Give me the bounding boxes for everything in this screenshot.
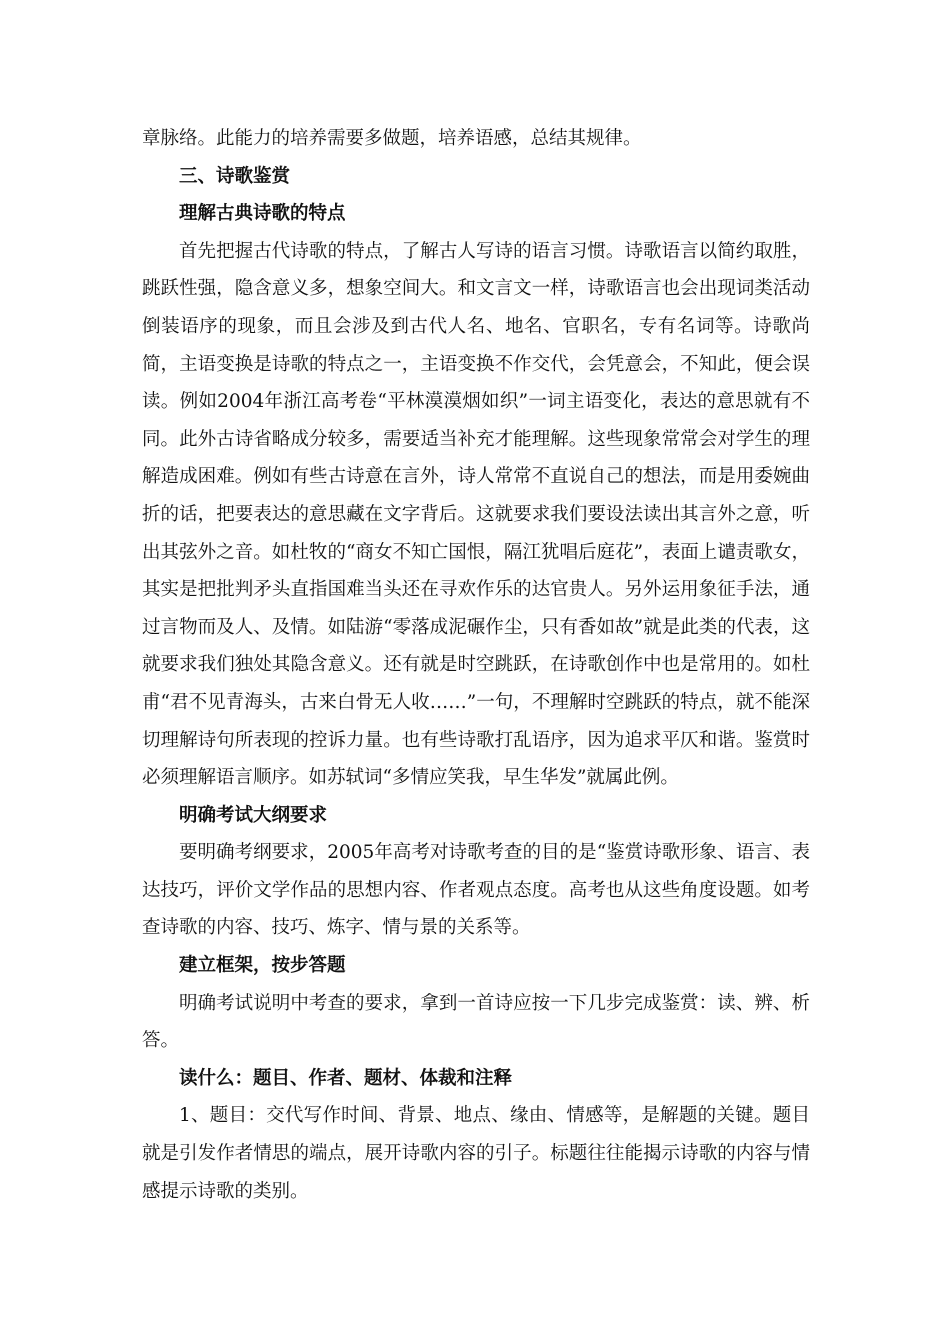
document-body <box>142 120 810 1210</box>
paragraph-poetry-features: 首先把握古代诗歌的特点，了解古人写诗的语言习惯。诗歌语言以简约取胜，跳跃性强，隐含意义多，想象空间大。和文言文一样，诗歌语言也会出现词类活动倒装语序的现象，而且会涉及到古代人名、地名、官职名，专有名词等。诗歌尚简，主语变换是诗歌的特点之一，主语变换不作交代，会凭意会，不知此，便会误读。例如2004年浙江高考卷“平林漠漠烟如织”一词主语变化，表达的意思就有不同。此外古诗省略成分较多，需要适当补充才能理解。这些现象常常会对学生的理解造成困难。例如有些古诗意在言外，诗人常常不直说自己的想法，而是用委婉曲折的话，把要表达的意思藏在文字背后。这就要求我们要设法读出其言外之意，听出其弦外之音。如杜牧的“商女不知亡国恨，隔江犹唱后庭花”，表面上谴责歌女，其实是把批判矛头直指国难当头还在寻欢作乐的达官贵人。另外运用象征手法，通过言物而及人、及情。如陆游“零落成泥碾作尘，只有香如故”就是此类的代表，这就要求我们独处其隐含意义。还有就是时空跳跃，在诗歌创作中也是常用的。如杜甫“君不见青海头，古来白骨无人收……”一句，不理解时空跳跃的特点，就不能深切理解诗句所表现的控诉力量。也有些诗歌打乱语序，因为追求平仄和谐。鉴赏时必须理解语言顺序。如苏轼词“多情应笑我，早生华发”就属此例。 <box>142 240 810 789</box>
subheading-understand-features: 理解古典诗歌的特点 <box>179 203 346 225</box>
paragraph-title-item: 1、题目：交代写作时间、背景、地点、缘由、情感等，是解题的关键。题目就是引发作者情思的端点，展开诗歌内容的引子。标题往往能揭示诗歌的内容与情感提示诗歌的类别。 <box>142 1105 810 1202</box>
section-heading-poetry-appreciation: 三、诗歌鉴赏 <box>179 165 291 187</box>
subheading-what-to-read: 读什么：题目、作者、题材、体裁和注释 <box>179 1067 513 1089</box>
paragraph-build-framework: 明确考试说明中考查的要求，拿到一首诗应按一下几步完成鉴赏：读、辨、析答。 <box>142 992 810 1052</box>
subheading-exam-syllabus: 明确考试大纲要求 <box>179 804 328 826</box>
paragraph-exam-syllabus: 要明确考纲要求，2005年高考对诗歌考查的目的是“鉴赏诗歌形象、语言、表达技巧，评价文学作品的思想内容、作者观点态度。高考也从这些角度设题。如考查诗歌的内容、技巧、炼字、情与景的关系等。 <box>142 842 810 939</box>
paragraph-continuation: 章脉络。此能力的培养需要多做题，培养语感，总结其规律。 <box>142 128 642 149</box>
subheading-build-framework: 建立框架，按步答题 <box>179 955 346 977</box>
